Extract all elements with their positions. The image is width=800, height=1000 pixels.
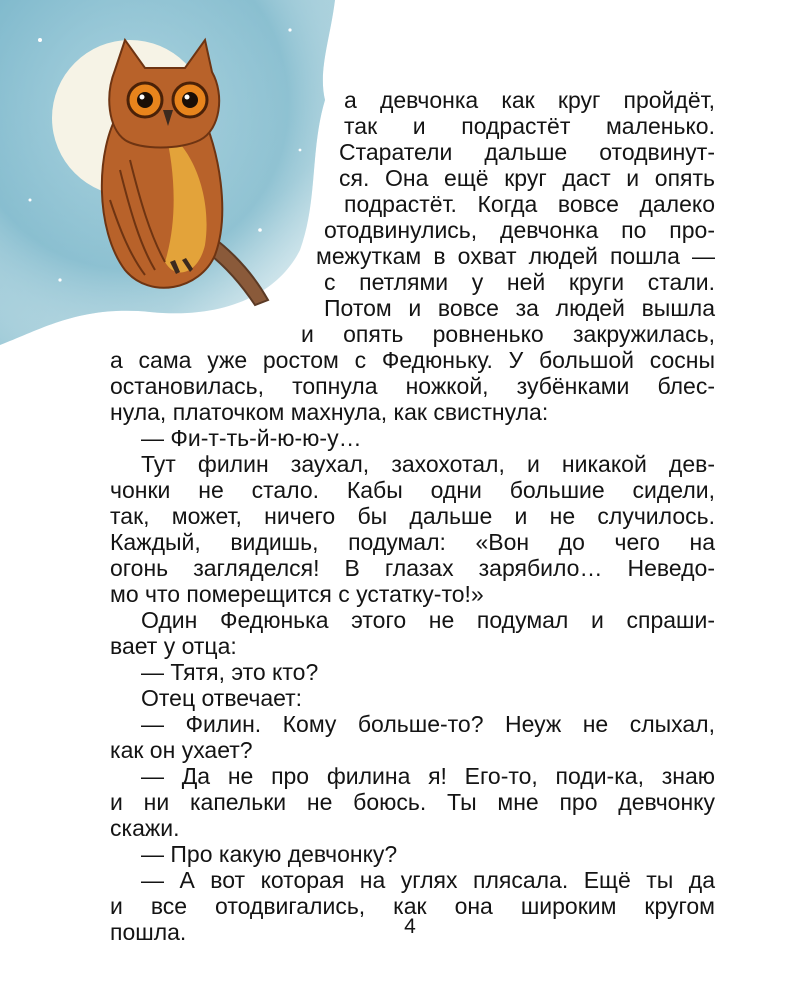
text-line: и опять ровненько закружилась, [301, 321, 715, 347]
text-line: ся. Она ещё круг даст и опять [339, 165, 715, 191]
text-line: с петлями у ней круги стали. [324, 269, 715, 295]
text-line: — Про какую девчонку? [141, 841, 398, 867]
text-line: вает у отца: [110, 633, 237, 659]
owl-illustration [0, 0, 340, 345]
text-line: отодвинулись, девчонка по про- [324, 217, 715, 243]
text-line: так, может, ничего бы дальше и не случилось. [110, 503, 715, 529]
text-line: мо что померещится с устатку-то!» [110, 581, 484, 607]
text-line: остановилась, топнула ножкой, зубёнками блес- [110, 373, 715, 399]
text-line: как он ухает? [110, 737, 253, 763]
text-line: Тут филин заухал, захохотал, и никакой дев- [141, 451, 715, 477]
text-line: огонь загляделся! В глазах зарябило… Неведо- [110, 555, 715, 581]
text-line: нула, платочком махнула, как свистнула: [110, 399, 549, 425]
text-line: а сама уже ростом с Федюньку. У большой сосны [110, 347, 715, 373]
text-line: Один Федюнька этого не подумал и спраши- [141, 607, 715, 633]
text-line: скажи. [110, 815, 180, 841]
text-line: межуткам в охват людей пошла — [316, 243, 715, 269]
text-line: — А вот которая на углях плясала. Ещё ты да [141, 867, 715, 893]
text-line: Отец отвечает: [141, 685, 303, 711]
text-line: — Филин. Кому больше-то? Неуж не слыхал, [141, 711, 715, 737]
text-line: — Фи-т-ть-й-ю-ю-у… [141, 425, 362, 451]
text-line: и ни капельки не боюсь. Ты мне про девчонку [110, 789, 715, 815]
text-line: чонки не стало. Кабы одни большие сидели, [110, 477, 715, 503]
text-line: подрастёт. Когда вовсе далеко [344, 191, 715, 217]
text-line: Каждый, видишь, подумал: «Вон до чего на [110, 529, 715, 555]
text-line: так и подрастёт маленько. [344, 113, 715, 139]
text-line: пошла. [110, 919, 187, 945]
text-line: а девчонка как круг пройдёт, [344, 87, 715, 113]
owl-illustration-svg [0, 0, 340, 345]
text-line: Старатели дальше отодвинут- [339, 139, 715, 165]
text-line: Потом и вовсе за людей вышла [324, 295, 715, 321]
text-line: — Тятя, это кто? [141, 659, 319, 685]
text-line: и все отодвигались, как она широким кругом [110, 893, 715, 919]
page-number: 4 [404, 915, 416, 938]
text-line: — Да не про филина я! Его-то, поди-ка, знаю [141, 763, 715, 789]
owl [102, 40, 222, 288]
